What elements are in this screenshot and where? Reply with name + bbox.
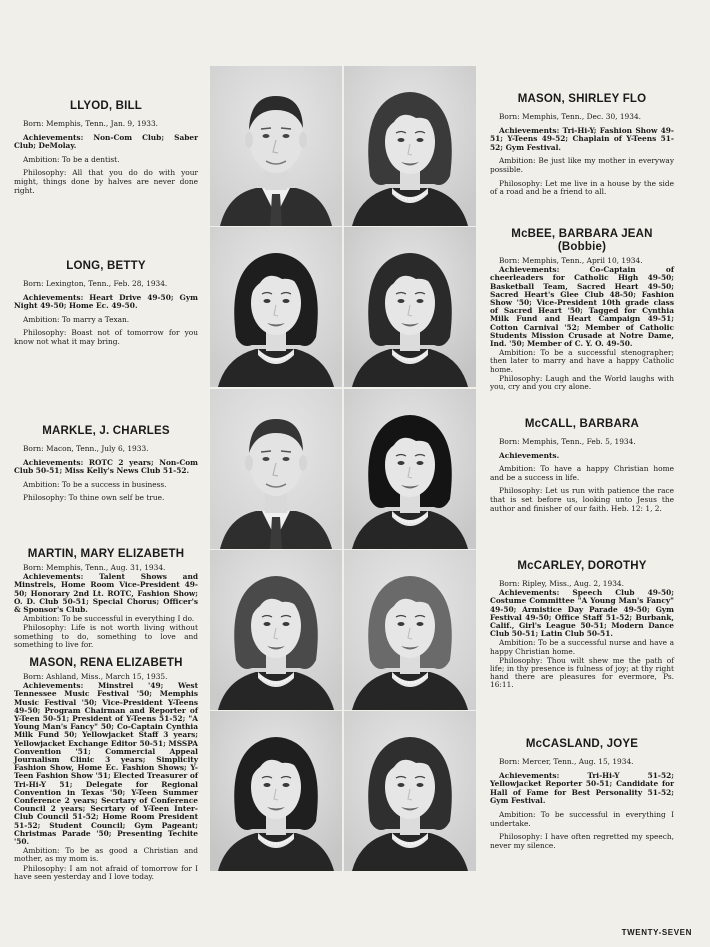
philosophy: Philosophy: Thou wilt shew me the path of life; in thy presence is fulness of joy; at thy right hand there are pleasures for evermore, Ps. 16:11.	[490, 655, 674, 690]
ambition: Ambition: To be successful in everything I undertake.	[490, 809, 674, 828]
student-entry-mason-rena	[14, 657, 198, 882]
born-line: Born: Ashland, Miss., March 15, 1935.	[23, 672, 168, 681]
born-line: Born: Memphis, Tenn., Feb. 5, 1934.	[499, 437, 636, 446]
philosophy: Philosophy: To thine own self be true.	[23, 493, 165, 503]
student-name: LONG, BETTY	[66, 260, 146, 272]
student-entry-mccasland	[490, 738, 674, 855]
born-line: Born: Memphis, Tenn., April 10, 1934.	[499, 256, 643, 265]
philosophy: Philosophy: Let me live in a house by the side of a road and be a friend to all.	[490, 178, 674, 197]
philosophy: Philosophy: Let us run with patience the race that is set before us, looking unto Jesus the author and finisher of our faith. Heb. 12: 1, 2.	[490, 486, 674, 513]
student-photo	[344, 550, 476, 710]
student-photo	[210, 66, 342, 226]
student-photo	[344, 389, 476, 549]
student-name: MASON, SHIRLEY FLO	[517, 93, 647, 105]
ambition: Ambition: To be a success in business.	[23, 479, 167, 489]
born-line: Born: Memphis, Tenn., Aug. 31, 1934.	[23, 563, 166, 572]
ambition: Ambition: To be successful in everything I do.	[23, 614, 195, 624]
student-entry-mccarley	[490, 560, 674, 691]
student-name: McCASLAND, JOYE	[525, 738, 639, 750]
student-nickname: (Bobbie)	[557, 241, 607, 253]
student-name: McCALL, BARBARA	[524, 418, 640, 430]
student-photo	[210, 550, 342, 710]
student-photo	[344, 711, 476, 871]
student-entry-llyod	[14, 100, 198, 200]
achievements: Achievements.	[499, 450, 560, 460]
achievements: Achievements: Co-Captain of cheerleaders for Catholic High 49-50; Basketball Team, Sacred Heart 49-50; Sacred Heart's Glee Club 48-50; Fashion Show '50; Vice-President 10th grade class of Sacred Heart '50; Tagged for Cynthia Milk Fund and Heart Campaign 49-51; Cotton Carnival '52; Member of Catholic Students Mission Crusade at Notre Dame, Ind. '50; Member of C. Y. O. 49-50.	[490, 265, 674, 349]
born-line: Born: Memphis, Tenn., Dec. 30, 1934.	[499, 112, 642, 121]
born-line: Born: Lexington, Tenn., Feb. 28, 1934.	[23, 279, 168, 288]
ambition: Ambition: To be a dentist.	[23, 154, 120, 164]
philosophy: Philosophy: Laugh and the World laughs with you, cry and you cry alone.	[490, 373, 674, 392]
student-photo	[210, 711, 342, 871]
student-photo	[210, 389, 342, 549]
achievements: Achievements: Tri-Hi-Y; Fashion Show 49-51; Y-Teens 49-52; Chaplain of Y-Teens 51-52; Gym Festival.	[490, 125, 674, 152]
student-photo	[344, 66, 476, 226]
philosophy: Philosophy: All that you do do with your might, things done by halves are never done right.	[14, 168, 198, 195]
philosophy: Philosophy: Boast not of tomorrow for you know not what it may bring.	[14, 328, 198, 346]
student-name: LLYOD, BILL	[69, 100, 143, 112]
born-line: Born: Ripley, Miss., Aug. 2, 1934.	[499, 579, 624, 588]
ambition: Ambition: To have a happy Christian home and be a success in life.	[490, 464, 674, 482]
student-photo	[210, 227, 342, 387]
achievements: Achievements: Heart Drive 49-50; Gym Night 49-50; Home Ec. 49-50.	[14, 292, 198, 311]
achievements: Achievements: Non-Com Club; Saber Club; DeMolay.	[14, 132, 198, 151]
philosophy: Philosophy: I am not afraid of tomorrow for I have seen yesterday and I love today.	[14, 863, 198, 881]
page-number: TWENTY-SEVEN	[621, 928, 692, 937]
student-entry-martin	[14, 548, 198, 650]
student-entry-long	[14, 260, 198, 352]
born-line: Born: Mercer, Tenn., Aug. 15, 1934.	[499, 757, 634, 766]
student-name: McCARLEY, DOROTHY	[517, 560, 647, 572]
ambition: Ambition: To be a successful nurse and have a happy Christian home.	[490, 638, 674, 656]
achievements: Achievements: Talent Shows and Minstrels, Home Room Vice-President 49-50; Honorary 2nd Lt. ROTC, Fashion Show; O. D. Club 50-51; Special Chorus; Officer's & Sponsor's Club.	[14, 572, 198, 615]
student-entry-mccall	[490, 418, 674, 518]
student-entry-mcbee	[490, 228, 674, 392]
student-photo	[344, 227, 476, 387]
student-name: MARKLE, J. CHARLES	[42, 425, 170, 437]
born-line: Born: Memphis, Tenn., Jan. 9, 1933.	[23, 119, 158, 128]
achievements: Achievements: ROTC 2 years; Non-Com Club 50-51; Miss Kelly's News Club 51-52.	[14, 457, 198, 476]
achievements: Achievements: Speech Club 49-50; Costume Committee "A Young Man's Fancy" 49-50; Armistice Day Parade 49-50; Gym Festival 49-50; Office Staff 51-52; Burbank, Calif., Girl's League 50-51; Modern Dance Club 50-51; Latin Club 50-51.	[490, 588, 674, 639]
ambition: Ambition: To be a successful stenographer; then later to marry and have a happy Catholic home.	[490, 348, 674, 374]
ambition: Ambition: Be just like my mother in everyway possible.	[490, 156, 674, 174]
student-name: MASON, RENA ELIZABETH	[29, 657, 183, 669]
achievements: Achievements: Tri-Hi-Y 51-52; Yellowjacket Reporter 50-51; Candidate for Hall of Fame for Best Personality 51-52; Gym Festival.	[490, 770, 674, 806]
student-name: MARTIN, MARY ELIZABETH	[27, 548, 185, 560]
ambition: Ambition: To marry a Texan.	[23, 314, 130, 324]
student-entry-mason-shirley	[490, 93, 674, 202]
philosophy: Philosophy: I have often regretted my speech, never my silence.	[490, 832, 674, 850]
ambition: Ambition: To be as good a Christian and mother, as my mom is.	[14, 846, 198, 864]
philosophy: Philosophy: Life is not worth living without something to do, something to love and something to live for.	[14, 623, 198, 649]
achievements: Achievements: Minstrel '49; West Tennessee Music Festival '50; Memphis Music Festival '50; Vice-President Y-Teens 49-50; Program Chairman and Reporter of Y-Teen 50-51; President of Y-Teens 51-52; "A Young Man's Fancy" 50; Co-Captain Cynthia Milk Fund 50; Yellowjacket Staff 3 years; Yellowjacket Exchange Editor 50-51; MSSPA Convention '51; Commercial Appeal Journalism Clinic 3 years; Simplicity Fashion Show, Home Ec. Fashion Shows; Y-Teen Fashion Show '51; Elected Treasurer of Tri-Hi-Y 51; Delegate for Regional Convention in Texas '50; Y-Teen Summer Conference 2 years; Secrtary of Conference Council 2 years; Secrtary of Y-Teen Inter-Club Council 51-52; Home Room President 51-52; Student Council; Gym Pageant; Christmas Parade '50; Presenting Techite '50.	[14, 681, 198, 847]
student-entry-markle	[14, 425, 198, 508]
student-name: McBEE, BARBARA JEAN	[511, 228, 653, 240]
born-line: Born: Macon, Tenn., July 6, 1933.	[23, 444, 149, 453]
